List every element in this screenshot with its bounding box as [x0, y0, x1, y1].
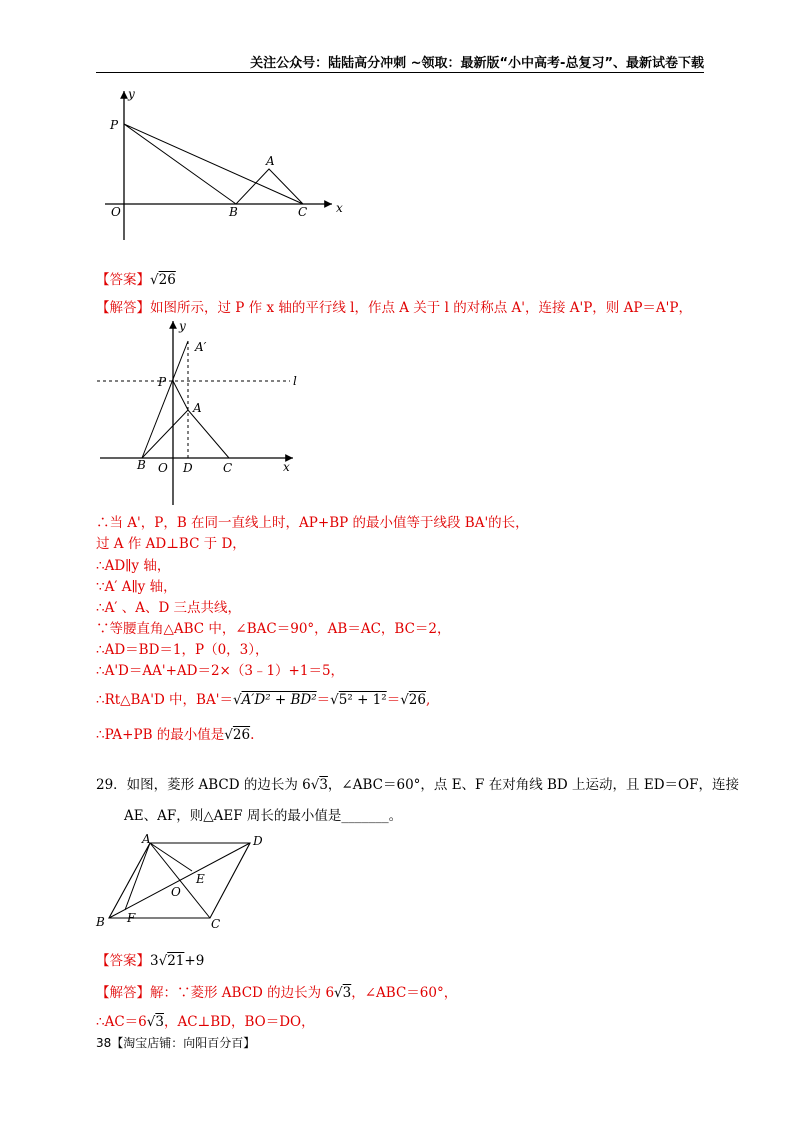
rt-prefix: ∴Rt△BA'D 中，BA'＝ [96, 692, 233, 708]
solution-1-line-6: ∵等腰直角△ABC 中，∠BAC＝90°，AB＝AC，BC＝2， [96, 621, 451, 637]
solution-1-rt-line: ∴Rt△BA'D 中，BA'＝√A′D² + BD²＝√5² + 1²＝√26, [96, 692, 431, 708]
label-y-2: y [179, 319, 186, 333]
figure-2-reflection-diagram [95, 315, 315, 507]
min-prefix: ∴PA+PB 的最小值是 [96, 727, 225, 743]
question-29-line-1: 29．如图，菱形 ABCD 的边长为 6√3，∠ABC＝60°，点 E、F 在对角线 BD 上运动，且 ED＝OF，连接 [96, 777, 739, 793]
label-c-2: C [223, 461, 233, 475]
answer-1-radicand: 26 [158, 272, 176, 288]
segments-ba-ac [142, 410, 229, 458]
label-d-3: D [253, 834, 263, 848]
label-p: P [110, 118, 119, 132]
radical-min: √26 [224, 727, 251, 743]
solution-1-line-3: ∴AD∥y 轴， [96, 558, 171, 574]
segment-af [125, 843, 150, 910]
segment-b-a1 [142, 341, 188, 458]
label-l: l [293, 374, 297, 388]
figure-3-rhombus-diagram [92, 830, 272, 930]
label-o-3: O [171, 885, 181, 899]
segment-pa [173, 381, 188, 410]
label-f-3: F [127, 911, 136, 925]
label-p-2: P [158, 375, 167, 389]
label-a-3: A [142, 832, 151, 846]
question-29-line-2: AE、AF，则△AEF 周长的最小值是_______。 [124, 808, 403, 824]
solution-2-line-1: 【解答】解：∵菱形 ABCD 的边长为 6√3，∠ABC＝60°， [96, 985, 458, 1001]
answer-2: 【答案】3√21+9 [96, 953, 205, 969]
label-b-3: B [96, 915, 105, 929]
label-b-2: B [137, 458, 146, 472]
figure-1-coordinate-diagram [100, 85, 360, 245]
label-a: A [266, 154, 275, 168]
label-c-3: C [211, 917, 221, 930]
label-x: x [336, 201, 343, 215]
label-o-2: O [158, 461, 168, 475]
label-b: B [229, 205, 238, 219]
solution-1-line-2: 过 A 作 AD⊥BC 于 D， [96, 536, 246, 552]
header-rule [96, 72, 704, 73]
radical-1: √A′D² + BD² [232, 692, 317, 708]
solution-1-line-5: ∴A′ 、A、D 三点共线， [96, 600, 242, 616]
label-y: y [128, 87, 135, 101]
solution-1-min-line: ∴PA+PB 的最小值是√26. [96, 727, 255, 743]
solution-1-intro: 【解答】如图所示，过 P 作 x 轴的平行线 l，作点 A 关于 l 的对称点 A'，连接 A'P，则 AP＝A'P， [96, 300, 692, 316]
page-footer: 38【淘宝店铺：向阳百分百】 [96, 1036, 256, 1050]
label-x-2: x [283, 460, 290, 474]
radical-3: √26 [400, 692, 426, 708]
label-c: C [298, 205, 308, 219]
segments-pa-pb-ac-ab [124, 124, 303, 204]
solution-1-line-4: ∵A′ A∥y 轴， [96, 579, 177, 595]
label-o: O [111, 205, 121, 219]
answer-blank: _______ [341, 808, 389, 824]
page-header: 关注公众号：陆陆高分冲刺 ~领取：最新版“小中高考-总复习”、最新试卷下载 [250, 56, 704, 71]
solution-1-line-7: ∴AD＝BD＝1，P（0，3）， [96, 642, 269, 658]
solution-2-line-2: ∴AC＝6√3，AC⊥BD，BO＝DO， [96, 1014, 315, 1030]
label-d-2: D [183, 461, 193, 475]
segment-ae [150, 843, 192, 871]
answer-label: 【答案】 [96, 272, 150, 288]
label-e-3: E [196, 872, 205, 886]
solution-1-line-1: ∴当 A'，P，B 在同一直线上时，AP+BP 的最小值等于线段 BA'的长， [96, 515, 529, 531]
label-a-2: A [193, 401, 202, 415]
radical-2: √5² + 1² [330, 692, 387, 708]
label-a-prime: A′ [195, 340, 207, 354]
solution-1-line-8: ∴A'D＝AA'+AD＝2×（3﹣1）+1＝5， [96, 663, 345, 679]
answer-1: 【答案】√26 [96, 272, 176, 288]
